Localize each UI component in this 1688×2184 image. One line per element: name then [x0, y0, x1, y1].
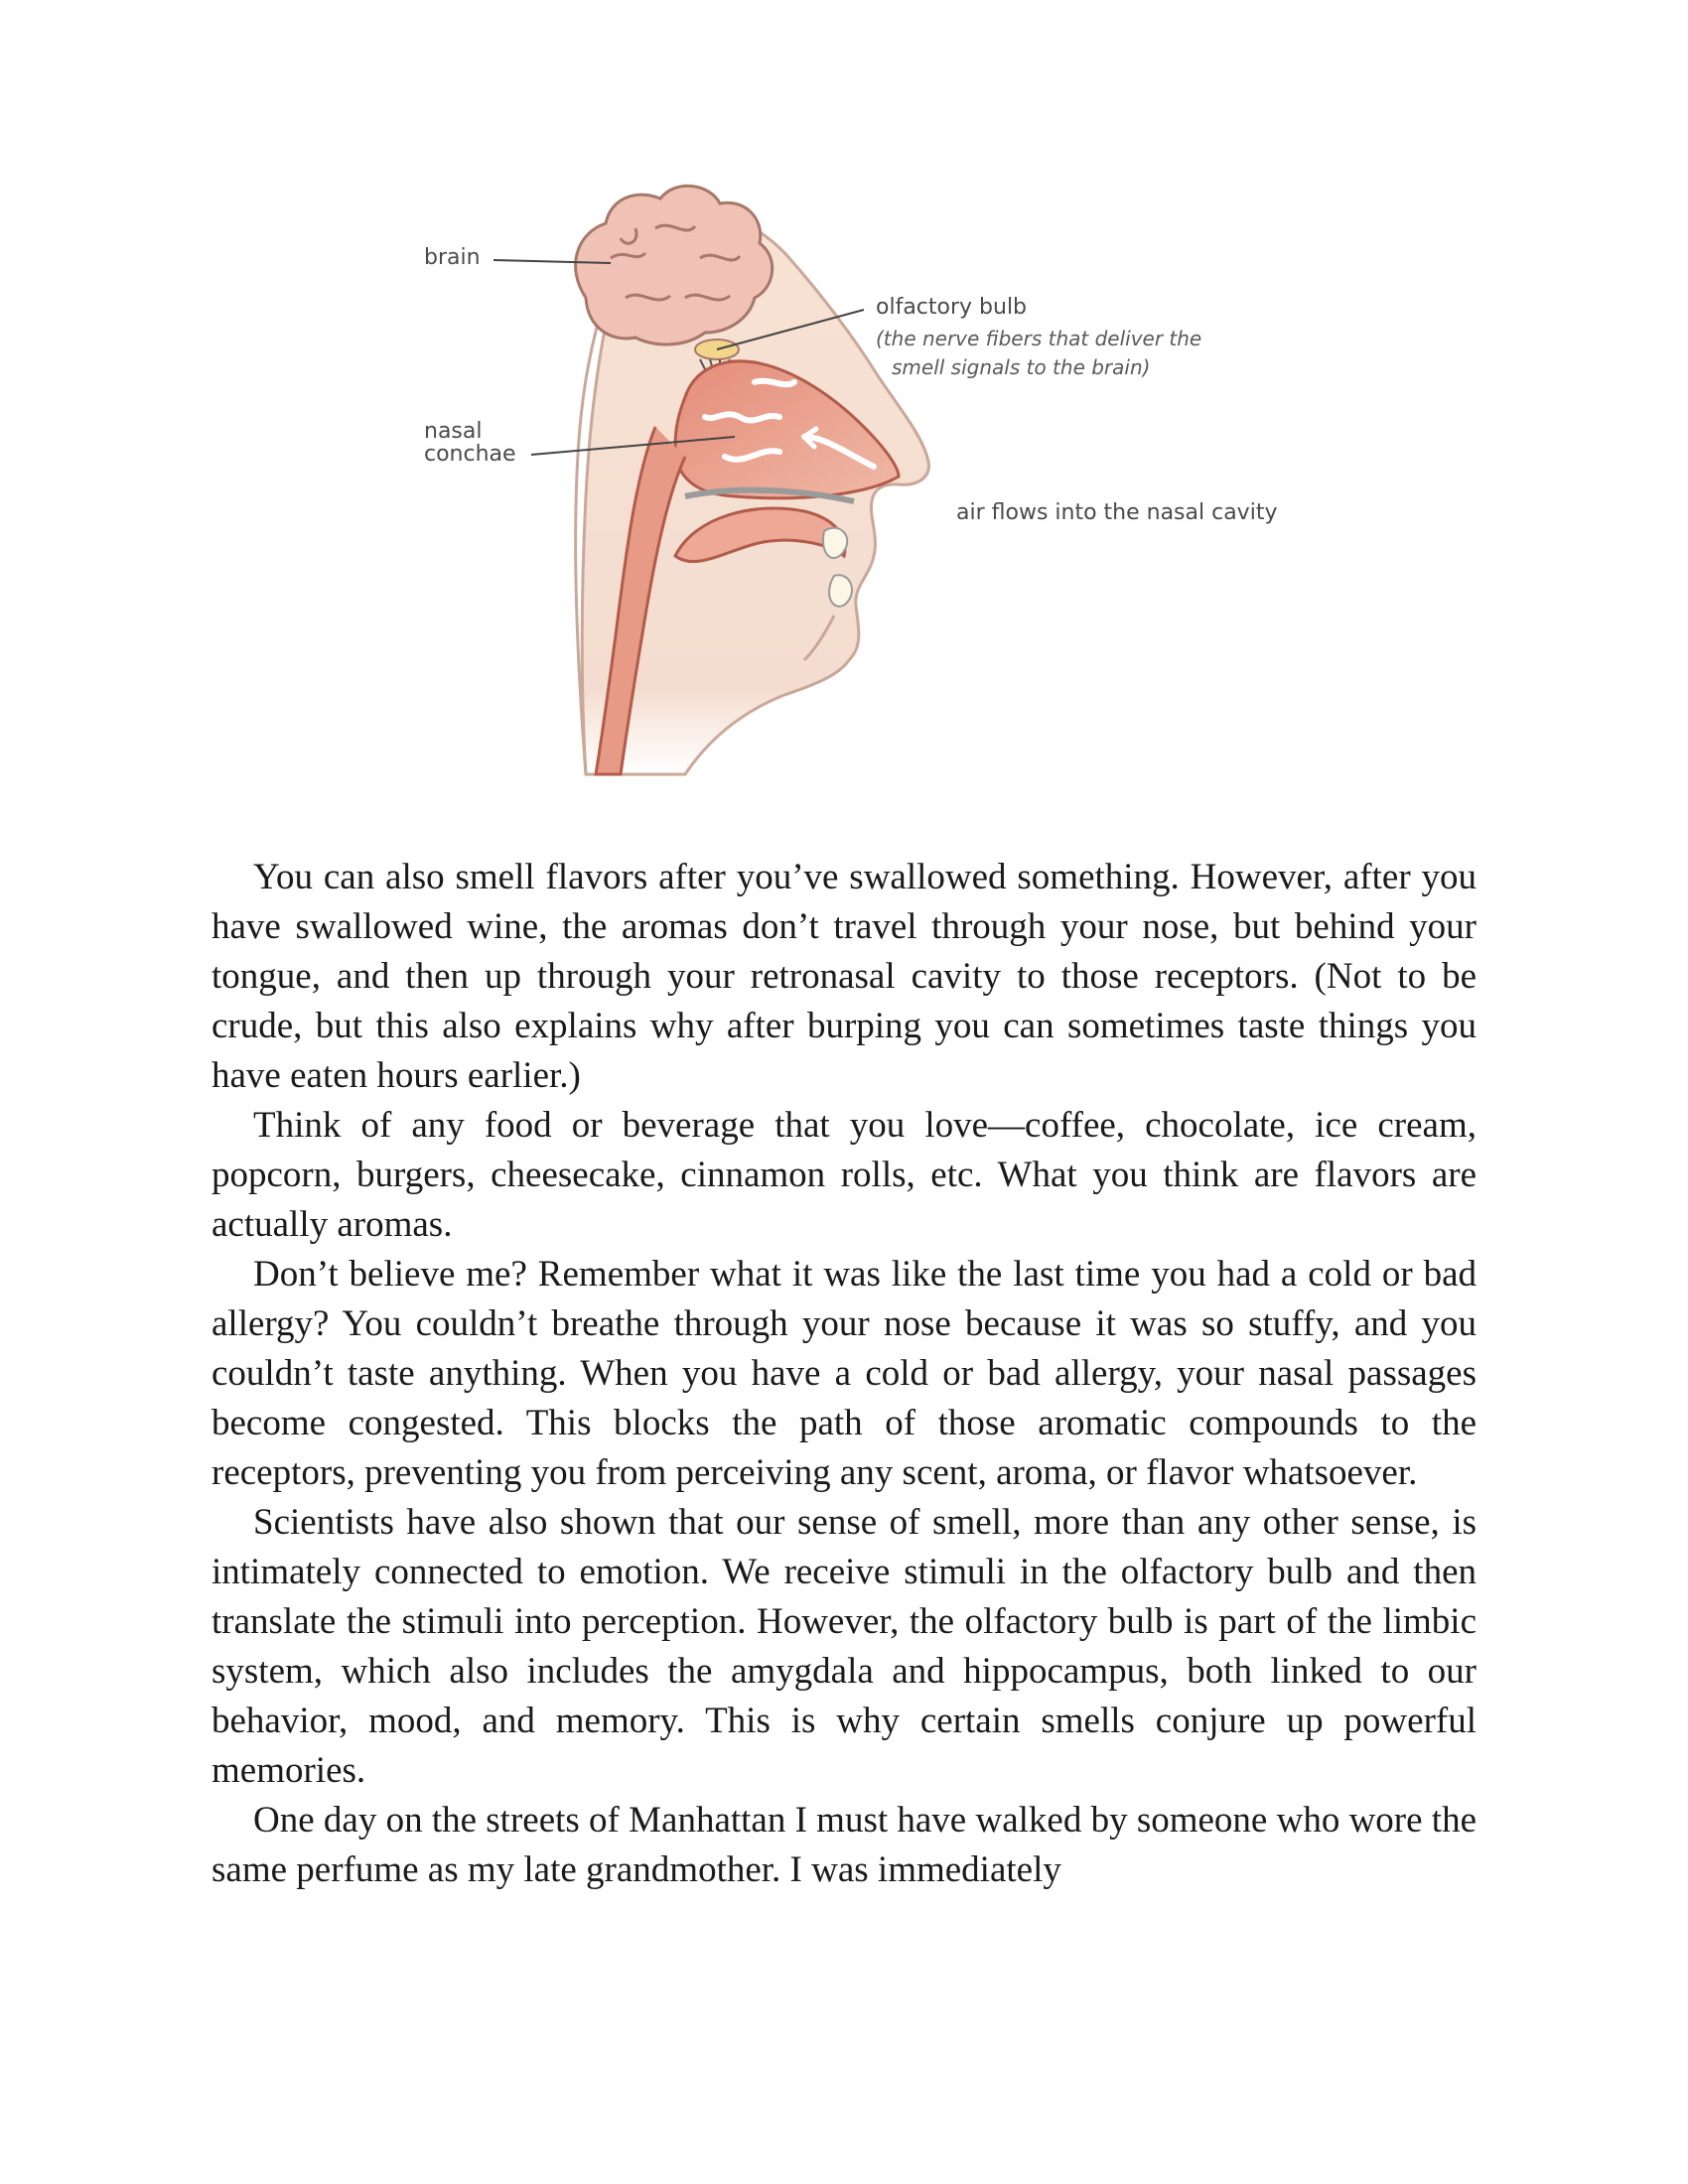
- paragraph-5: One day on the streets of Manhattan I must have walked by someone who wore the same perfume as my late grandmother. I was immediately: [211, 1800, 1477, 1890]
- label-olfactory-bulb-note-2: smell signals to the brain): [892, 355, 1151, 379]
- label-air-flow: air flows into the nasal cavity: [956, 500, 1278, 525]
- label-nasal: nasal: [424, 419, 483, 444]
- label-olfactory-bulb-note-1: (the nerve fibers that deliver the: [876, 327, 1202, 350]
- paragraph-1: You can also smell flavors after you’ve swallowed something. However, after you have swallowed wine, the aromas don’t travel through your nose, but behind your tongue, and then up through your retronasal cavity to those receptors. (Not to be crude, but this also explains why after burping you can sometimes taste things you have eaten hours earlier.): [211, 857, 1477, 1096]
- label-conchae: conchae: [424, 442, 516, 467]
- anatomy-figure: [0, 0, 1688, 814]
- nasal-anatomy-illustration: [0, 0, 1688, 814]
- label-brain: brain: [424, 245, 481, 270]
- label-olfactory-bulb: olfactory bulb: [876, 295, 1028, 320]
- paragraph-4: Scientists have also shown that our sense of smell, more than any other sense, is intimately connected to emotion. We receive stimuli in the olfactory bulb and then translate the stimuli into perception. However, the olfactory bulb is part of the limbic system, which also includes the amygdala and hippocampus, both linked to our behavior, mood, and memory. This is why certain smells conjure up powerful memories.: [211, 1502, 1477, 1791]
- paragraph-3: Don’t believe me? Remember what it was like the last time you had a cold or bad allergy? You couldn’t breathe through your nose because it was so stuffy, and you couldn’t taste anything. When you have a cold or bad allergy, your nasal passages become congested. This blocks the path of those aromatic compounds to the receptors, preventing you from perceiving any scent, aroma, or flavor whatsoever.: [211, 1254, 1477, 1493]
- paragraph-2: Think of any food or beverage that you love—coffee, chocolate, ice cream, popcorn, burgers, cheesecake, cinnamon rolls, etc. What you think are flavors are actually aromas.: [211, 1105, 1477, 1245]
- body-text: [211, 853, 1477, 1895]
